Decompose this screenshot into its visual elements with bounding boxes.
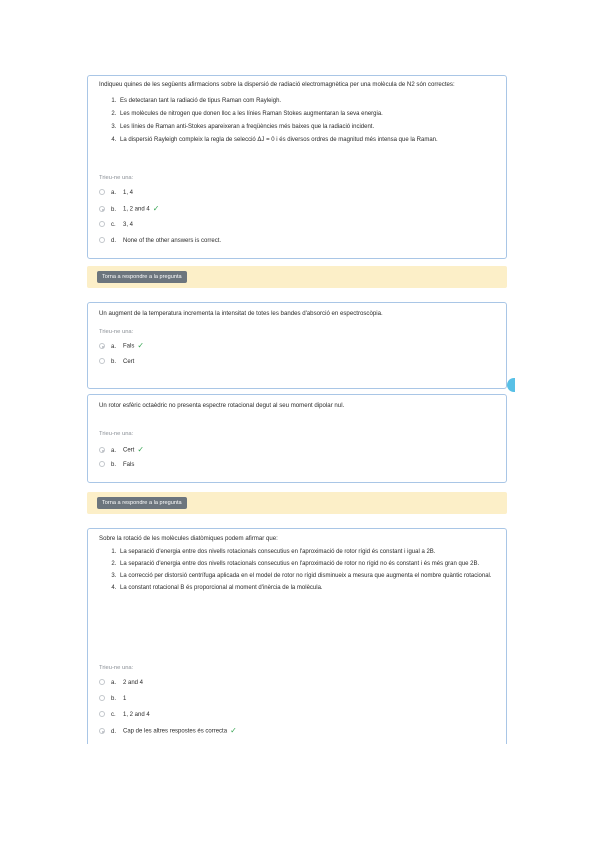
option-label: 3, 4 [123,222,134,228]
retry-button[interactable]: Torna a respondre a la pregunta [97,497,187,509]
option-b[interactable] [99,357,134,367]
statement-3: 3. Les línies de Raman anti-Stokes apareixeran a freqüències més baixes que la radiació incident. [118,123,496,131]
radio-icon[interactable] [99,695,105,701]
radio-icon[interactable] [99,189,105,195]
option-a[interactable] [99,341,144,351]
option-label: None of the other answers is correct. [123,238,222,244]
option-label: 2 and 4 [123,680,144,686]
statement-2: 2. La separació d'energia entre dos nivells rotacionals consecutius en l'aproximació de rotor no rígid no és constant i és més gran que 2B. [118,560,496,568]
statement-1: 1. Es detectaran tant la radiació de tipus Raman com Rayleigh. [118,97,496,105]
option-letter: b. [111,359,117,365]
statement-3: 3. La correcció per distorsió centrífuga aplicada en el model de rotor no rígid disminueix a mesura que augmenta el nombre quàntic rotacional. [118,572,496,580]
option-a[interactable] [99,188,133,198]
question-card-1 [87,75,507,259]
choose-prompt: Trieu-ne una: [99,329,134,335]
retry-button[interactable]: Torna a respondre a la pregunta [97,271,187,283]
statement-4: 4. La constant rotacional B és proporcional al moment d'inèrcia de la molècula. [118,584,496,592]
option-letter: d. [111,238,117,244]
option-b[interactable] [99,694,126,704]
radio-icon[interactable] [99,206,105,212]
option-letter: a. [111,680,117,686]
option-a[interactable] [99,445,144,455]
question-text: Sobre la rotació de les molècules diatòmiques podem afirmar que: [99,535,278,542]
option-b[interactable] [99,204,159,214]
option-letter: d. [111,728,117,735]
option-label: Cert [123,447,135,454]
radio-icon[interactable] [99,728,105,734]
radio-icon[interactable] [99,358,105,364]
option-letter: c. [111,222,116,228]
option-b[interactable] [99,460,134,470]
choose-prompt: Trieu-ne una: [99,431,134,437]
option-label: Fals [123,462,135,468]
radio-icon[interactable] [99,343,105,349]
option-letter: b. [111,206,117,213]
retry-band-2 [87,492,507,514]
option-letter: a. [111,447,117,454]
statement-list [99,97,496,144]
choose-prompt: Trieu-ne una: [99,175,134,181]
question-card-2 [87,302,507,389]
option-c[interactable] [99,220,133,230]
question-text: Indiqueu quines de les següents afirmacions sobre la dispersió de radiació electromagnètica per una molècula de N2 són correctes: [99,81,455,88]
option-letter: a. [111,190,117,196]
question-text: Un rotor esfèric octaèdric no presenta espectre rotacional degut al seu moment dipolar nul. [99,402,345,409]
statement-2: 2. Les molècules de nitrogen que donen lloc a les línies Raman Stokes augmentaran la seva energia. [118,110,496,118]
side-tab-handle[interactable] [507,378,515,392]
option-label: Cap de les altres respostes és correcta [123,728,228,735]
radio-icon[interactable] [99,711,105,717]
checkmark-icon: ✓ [137,341,145,350]
option-label: Fals [123,343,135,350]
radio-icon[interactable] [99,447,105,453]
option-letter: b. [111,462,117,468]
retry-band-1 [87,266,507,288]
radio-icon[interactable] [99,461,105,467]
statement-1: 1. La separació d'energia entre dos nivells rotacionals consecutius en l'aproximació de rotor rígid és constant i igual a 2B. [118,548,496,556]
checkmark-icon: ✓ [137,445,145,454]
option-d[interactable] [99,726,237,736]
question-card-4 [87,528,507,744]
option-letter: a. [111,343,117,350]
choose-prompt: Trieu-ne una: [99,665,134,671]
option-letter: b. [111,696,117,702]
radio-icon[interactable] [99,221,105,227]
statement-list [99,548,496,592]
option-label: Cert [123,359,135,365]
option-label: 1, 2 and 4 [123,712,150,718]
radio-icon[interactable] [99,237,105,243]
option-label: 1 [123,696,127,702]
checkmark-icon: ✓ [152,204,160,213]
option-a[interactable] [99,678,143,688]
radio-icon[interactable] [99,679,105,685]
question-card-3 [87,394,507,483]
option-d[interactable] [99,236,221,246]
statement-4: 4. La dispersió Rayleigh compleix la regla de selecció ΔJ = 0 i és diversos ordres de magnitud més intensa que la Raman. [118,136,496,144]
checkmark-icon: ✓ [230,726,237,735]
option-letter: c. [111,712,116,718]
option-label: 1, 2 and 4 [123,206,150,213]
option-c[interactable] [99,710,150,720]
option-label: 1, 4 [123,190,134,196]
question-text: Un augment de la temperatura incrementa la intensitat de totes les bandes d'absorció en espectroscòpia. [99,310,383,317]
